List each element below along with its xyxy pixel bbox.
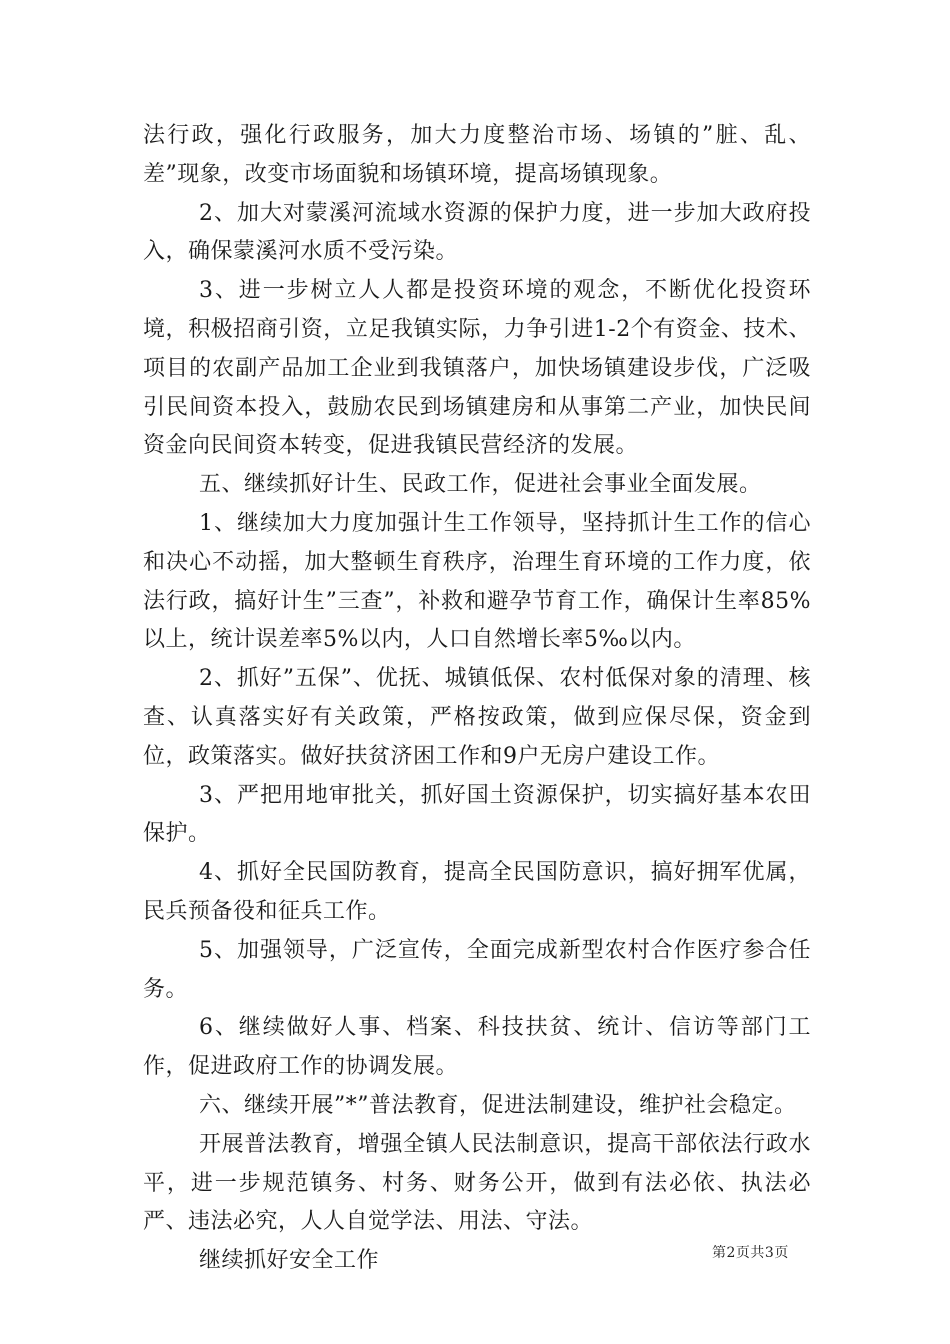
paragraph-safety-work: 继续抓好安全工作 <box>199 1248 380 1274</box>
paragraph-law-education: 开展普法教育，增强全镇人民法制意识，提高干部依法行政水平，进一步规范镇务、村务、财务公开，做到有法必依、执法必严、违法必究，人人自觉学法、用法、守法。 <box>143 1131 811 1235</box>
page-number: 第2页共3页 <box>712 1245 789 1261</box>
paragraph-continuation: 法行政，强化行政服务，加大力度整治市场、场镇的”脏、乱、差”现象，改变市场面貌和场镇环境，提高场镇现象。 <box>143 123 811 187</box>
section-heading-6: 六、继续开展”*”普法教育，促进法制建设，维护社会稳定。 <box>199 1092 797 1118</box>
paragraph-item-5-4: 4、抓好全民国防教育，提高全民国防意识，搞好拥军优属，民兵预备役和征兵工作。 <box>143 860 811 924</box>
paragraph-item-5-2: 2、抓好”五保”、优抚、城镇低保、农村低保对象的清理、核查、认真落实好有关政策，严格按政策，做到应保尽保，资金到位，政策落实。做好扶贫济困工作和9户无房户建设工作。 <box>143 666 811 769</box>
paragraph-item-5-1: 1、继续加大力度加强计生工作领导，坚持抓计生工作的信心和决心不动摇，加大整顿生育秩序，治理生育环境的工作力度，依法行政，搞好计生”三查”，补救和避孕节育工作，确保计生率85%以上，统计误差率5%以内，人口自然增长率5‰以内。 <box>143 510 811 653</box>
paragraph-item-2: 2、加大对蒙溪河流域水资源的保护力度，进一步加大政府投入，确保蒙溪河水质不受污染。 <box>143 200 811 265</box>
section-heading-5: 五、继续抓好计生、民政工作，促进社会事业全面发展。 <box>199 472 762 498</box>
paragraph-item-5-3: 3、严把用地审批关，抓好国土资源保护，切实搞好基本农田保护。 <box>143 782 811 847</box>
paragraph-item-3: 3、进一步树立人人都是投资环境的观念，不断优化投资环境，积极招商引资，立足我镇实际，力争引进1-2个有资金、技术、项目的农副产品加工企业到我镇落户，加快场镇建设步伐，广泛吸引民间资本投入，鼓励农民到场镇建房和从事第二产业，加快民间资金向民间资本转变，促进我镇民营经济的发展。 <box>143 278 811 459</box>
paragraph-item-5-6: 6、继续做好人事、档案、科技扶贫、统计、信访等部门工作，促进政府工作的协调发展。 <box>143 1015 811 1080</box>
paragraph-item-5-5: 5、加强领导，广泛宣传，全面完成新型农村合作医疗参合任务。 <box>143 937 811 1002</box>
document-body <box>143 117 811 1281</box>
